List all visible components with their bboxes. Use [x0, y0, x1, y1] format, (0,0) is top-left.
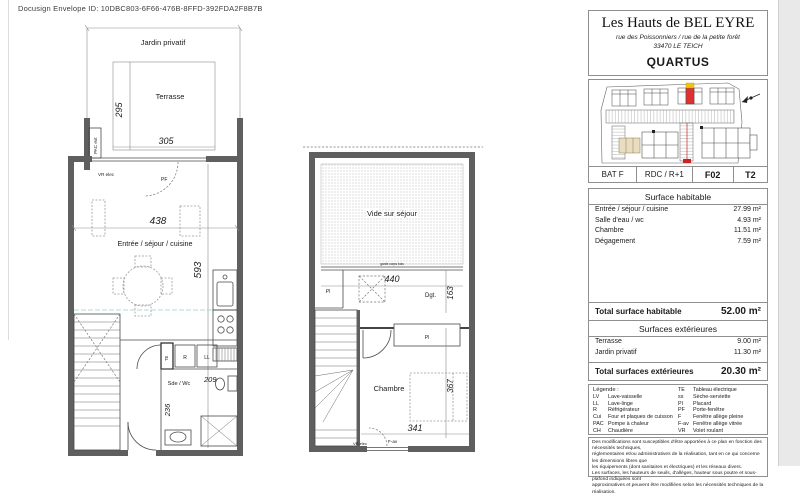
table-row — [595, 205, 761, 216]
legend-key: F — [678, 414, 682, 421]
total-value: 52.00 m² — [720, 306, 761, 317]
staircase-r1 — [315, 310, 360, 446]
total-surfaces-exterieures — [589, 362, 767, 380]
page-edge-rule — [8, 0, 9, 340]
legend-value: Sèche-serviette — [693, 393, 731, 400]
row-value: 11.51 m² — [733, 227, 761, 234]
legend-item — [593, 414, 678, 421]
building-f-cluster — [642, 132, 678, 158]
legend-value: Four et plaques de cuisson — [608, 414, 673, 421]
site-plan — [589, 80, 767, 166]
room-label-terrasse: Terrasse — [155, 92, 185, 101]
washer-label: LL — [204, 355, 210, 361]
rdc-walls — [68, 156, 243, 456]
placard-left — [315, 270, 343, 308]
floor-plan-rdc — [58, 18, 253, 462]
row-label: Salle d'eau / wc — [595, 216, 644, 224]
legend-item — [678, 407, 763, 414]
legend-item — [678, 421, 763, 428]
dining-table — [113, 256, 172, 316]
disclaimer-line: réglementaires et/ou administratives de la réalisation, tant en ce qui concerne les dimensions libres que — [592, 452, 760, 464]
surfaces-exterieures-title: Surfaces extérieures — [589, 321, 767, 337]
vr-elec-label: VR elec — [98, 172, 115, 177]
dim-sejour-height: 593 — [193, 261, 204, 279]
legend-value: Pompe à chaleur — [608, 420, 649, 427]
floor-plan-r1 — [295, 140, 490, 466]
table-row — [595, 216, 761, 227]
viewer-gutter — [778, 0, 800, 466]
dim-sejour-width: 438 — [149, 216, 167, 227]
row-value: 11.30 m² — [733, 348, 761, 356]
legend-item — [678, 414, 763, 421]
legend-value: Porte-fenêtre — [693, 407, 725, 414]
row-value: 7.59 m² — [737, 237, 761, 245]
dim-sde-height: 236 — [163, 403, 172, 417]
row-value: 4.93 m² — [737, 216, 761, 224]
row-label: Jardin privatif — [595, 348, 637, 356]
legend-key: ss — [678, 393, 684, 400]
legend-item — [678, 394, 763, 401]
legend-value: Réfrigérateur — [608, 407, 640, 414]
legend-item — [593, 401, 678, 408]
row-value: 27.99 m² — [733, 206, 761, 213]
legend-right-column — [678, 387, 763, 432]
total-label: Total surfaces extérieures — [595, 367, 694, 376]
row-label: Chambre — [595, 227, 624, 234]
legend-item — [593, 407, 678, 414]
project-title: Les Hauts de BEL EYRE — [601, 15, 755, 31]
surfaces-exterieures-table — [588, 320, 768, 381]
room-label-dgt: Dgt. — [425, 293, 437, 299]
building-a-cluster — [702, 128, 757, 158]
table-row — [595, 237, 761, 248]
dim-dgt-height: 163 — [446, 286, 455, 300]
pf-label: PF — [161, 177, 168, 183]
shower-room — [161, 369, 237, 450]
staircase-rdc — [74, 314, 120, 450]
developer-name: QUARTUS — [646, 55, 710, 69]
hatch-box — [359, 276, 385, 302]
garden-area — [84, 25, 243, 170]
room-label-chambre: Chambre — [373, 384, 405, 393]
legend-key: R — [593, 407, 597, 414]
sideboard-right — [180, 206, 200, 236]
legend-left-column — [593, 387, 678, 432]
legend-key: Pl — [678, 400, 683, 407]
row-value: 9.00 m² — [737, 338, 761, 345]
entry-door-swing — [128, 422, 156, 450]
parking-strip — [606, 110, 734, 123]
legend-key: F-av — [678, 420, 689, 427]
disclaimer-line: Les surfaces, les hauteurs de seuils, d'allèges, hauteur sous poutre et sous-plafond indiquées sont — [592, 471, 757, 483]
project-city: 33470 LE TEICH — [653, 43, 703, 50]
chambre — [353, 324, 469, 446]
legend-value: Volet roulant — [693, 427, 723, 434]
sideboard-left — [92, 200, 105, 236]
dim-chambre-height: 367 — [446, 379, 455, 393]
disclaimer-line: Des modifications sont susceptibles d'être apportées à ce plan en fonction des nécessités techniques, — [592, 440, 762, 452]
row-label: Dégagement — [595, 237, 636, 245]
disclaimer-line: les équipements (dont sanitaires et électriques) et les réseaux divers. — [592, 464, 743, 470]
legend-key: PAC — [593, 420, 604, 427]
project-header — [588, 10, 768, 76]
highlighted-unit — [686, 88, 694, 104]
docusign-envelope-id: Docusign Envelope ID: 10DBC803-6F66-476B-8FFD-392FDA2F8B7B — [18, 4, 263, 13]
railing-label: garde corps bois — [380, 262, 404, 266]
pac-label: PAC ext — [93, 137, 98, 154]
vr-elec-label-r1: VR elec — [353, 441, 368, 446]
legend-value: Lave-linge — [608, 400, 633, 407]
legend-value: Chaudière — [608, 427, 633, 434]
legend-item — [678, 428, 763, 435]
washbasin-wall — [228, 376, 237, 391]
legend-item — [593, 428, 678, 435]
fav-label: F-av — [388, 439, 398, 444]
legend-key: LL — [593, 400, 599, 407]
parking-strip-center — [680, 123, 693, 161]
legend-value: Tableau électrique — [693, 387, 737, 393]
site-marker-1 — [652, 130, 655, 133]
building-cell: BAT F — [589, 167, 637, 183]
info-panel — [588, 10, 768, 495]
legend-value: Placard — [693, 400, 712, 407]
legend-key: CH — [593, 427, 601, 434]
table-row — [595, 337, 761, 348]
fridge-label: R — [183, 355, 187, 361]
surface-habitable-title: Surface habitable — [589, 189, 767, 205]
legend-key: PF — [678, 407, 685, 414]
hall-door-swing — [137, 345, 161, 369]
surface-habitable-table — [588, 188, 768, 321]
te-label: TE — [164, 355, 169, 361]
dim-terrasse-height: 295 — [114, 102, 124, 118]
chambre-door-swing — [363, 330, 391, 358]
legend-key: TE — [678, 387, 685, 393]
entrance-marker — [683, 159, 691, 163]
legend-value: Fenêtre allège vitrée — [693, 420, 743, 427]
row-label: Terrasse — [595, 338, 622, 345]
total-label: Total surface habitable — [595, 307, 682, 316]
floor-cell: RDC / R+1 — [637, 167, 692, 183]
legend-key: LV — [593, 393, 600, 400]
legend-key: VR — [678, 427, 686, 434]
legend — [588, 384, 768, 435]
dim-chambre-width: 341 — [407, 423, 423, 433]
row-label: Entrée / séjour / cuisine — [595, 206, 669, 213]
total-surface-habitable — [589, 302, 767, 320]
total-value: 20.30 m² — [720, 366, 761, 377]
legend-item — [678, 387, 763, 394]
disclaimer — [588, 437, 768, 495]
site-plan-box — [588, 79, 768, 183]
room-label-sde: Sde / Wc — [167, 381, 191, 387]
room-label-vide: Vide sur séjour — [367, 209, 417, 218]
lot-cell: F02 — [693, 167, 734, 183]
dim-terrasse-width: 305 — [158, 136, 174, 146]
highlighted-unit-marker — [686, 83, 694, 88]
dim-sde-width: 209 — [204, 375, 217, 384]
window-swing — [369, 428, 387, 446]
legend-value: Lave-vaisselle — [608, 393, 643, 400]
unit-row-top — [612, 88, 734, 106]
annex-boxes — [619, 138, 640, 153]
project-address: rue des Poissonniers / rue de la petite forêt — [616, 34, 740, 41]
site-marker-2 — [700, 126, 703, 129]
legend-key: Cui — [593, 414, 602, 421]
placard2-label: Pl — [424, 335, 430, 341]
type-cell: T2 — [745, 170, 756, 180]
legend-value: Fenêtre allège pleine — [693, 414, 744, 421]
bed — [410, 373, 467, 421]
legend-item — [678, 401, 763, 408]
legend-title: Légende : — [593, 387, 619, 393]
legend-item — [593, 421, 678, 428]
placard1-label: Pl — [325, 289, 331, 295]
room-label-sejour: Entrée / séjour / cuisine — [117, 239, 193, 248]
room-label-jardin: Jardin privatif — [140, 38, 186, 47]
unit-identification-row — [589, 166, 767, 183]
dim-dgt-width: 440 — [384, 274, 400, 284]
north-compass-icon — [742, 94, 760, 103]
table-row — [595, 348, 761, 359]
disclaimer-line: approximatives et peuvent être modifiées selon les nécessités techniques de la réalisation. — [592, 483, 764, 495]
table-row — [595, 226, 761, 237]
legend-item — [593, 394, 678, 401]
toilet — [216, 378, 225, 390]
